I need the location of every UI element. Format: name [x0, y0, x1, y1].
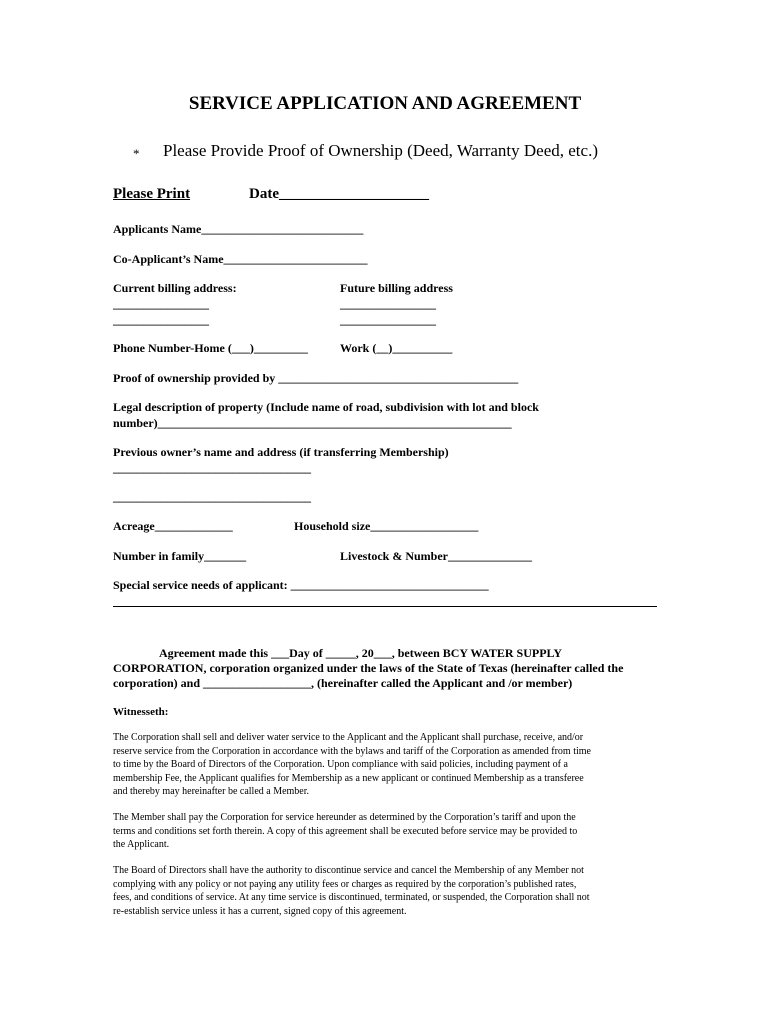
- paragraph-line: reserve service from the Corporation in accordance with the bylaws and tariff of the Corporation as amended from time: [113, 745, 591, 757]
- paragraph-line: The Corporation shall sell and deliver water service to the Applicant and the Applicant shall purchase, receive, and/or: [113, 732, 584, 743]
- co-applicant-name-field[interactable]: Co-Applicant’s Name________________________: [113, 252, 368, 266]
- paragraph-line: and thereby may hereinafter be called a Member.: [113, 786, 310, 797]
- future-billing-line-2[interactable]: ________________: [340, 313, 436, 327]
- paragraph-line: re-establish service unless it has a current, signed copy of this agreement.: [113, 905, 407, 917]
- legal-description-label: Legal description of property (Include name of road, subdivision with lot and block: [113, 400, 539, 414]
- witnesseth-heading: Witnesseth:: [113, 706, 169, 718]
- paragraph-line: fees, and conditions of service. At any time service is discontinued, terminated, or suspended, the Corporation shall not: [113, 892, 590, 903]
- household-size-field[interactable]: Household size__________________: [294, 519, 479, 533]
- future-billing-line-1[interactable]: ________________: [340, 297, 436, 311]
- paragraph-line: the Applicant.: [113, 839, 170, 850]
- livestock-field[interactable]: Livestock & Number______________: [340, 549, 532, 563]
- paragraph-line: The Board of Directors shall have the authority to discontinue service and cancel the Membership of any Member not: [113, 865, 584, 876]
- acreage-field[interactable]: Acreage_____________: [113, 519, 233, 533]
- applicant-name-field[interactable]: Applicants Name___________________________: [113, 222, 364, 236]
- paragraph-service: [113, 731, 661, 799]
- previous-owner-label: Previous owner’s name and address (if transferring Membership): [113, 445, 449, 459]
- paragraph-line: complying with any policy or not paying any utility fees or charges as required by the corporation’s published rates,: [113, 878, 577, 890]
- please-print-label: Please Print: [113, 186, 191, 202]
- paragraph-line: membership Fee, the Applicant qualifies for Membership as a new applicant or continued Membership as a transferee: [113, 772, 584, 784]
- page-title: SERVICE APPLICATION AND AGREEMENT: [188, 93, 582, 114]
- proof-ownership-field[interactable]: Proof of ownership provided by ________________________________________: [113, 371, 519, 385]
- phone-home-field[interactable]: Phone Number-Home (___)_________: [113, 341, 308, 355]
- previous-owner-line-1[interactable]: _________________________________: [113, 461, 311, 475]
- agreement-header: [113, 646, 658, 691]
- proof-instruction: Please Provide Proof of Ownership (Deed, Warranty Deed, etc.): [163, 141, 598, 160]
- current-billing-line-2[interactable]: ________________: [113, 313, 209, 327]
- paragraph-line: terms and conditions set forth therein. A copy of this agreement shall be executed before service may be provided to: [113, 825, 578, 837]
- paragraph-line: to time by the Board of Directors of the Corporation. Upon compliance with said policies, including payment of a: [113, 759, 568, 770]
- current-billing-line-1[interactable]: ________________: [113, 297, 209, 311]
- legal-description-field[interactable]: number)___________________________________________________________: [113, 416, 512, 430]
- work-phone-field[interactable]: Work (__)__________: [340, 341, 453, 355]
- number-in-family-field[interactable]: Number in family_______: [113, 549, 247, 563]
- paragraph-line: The Member shall pay the Corporation for service hereunder as determined by the Corporation’s tariff and upon the: [113, 812, 576, 823]
- paragraph-board: [113, 864, 661, 918]
- previous-owner-line-2[interactable]: _________________________________: [113, 490, 311, 504]
- date-field[interactable]: Date____________________: [249, 186, 429, 202]
- paragraph-payment: [113, 811, 661, 852]
- agreement-line-2: CORPORATION, corporation organized under the laws of the State of Texas (hereinafter called the: [113, 661, 624, 675]
- agreement-line-3: corporation) and __________________, (hereinafter called the Applicant and /or member): [113, 676, 573, 690]
- agreement-line-1: Agreement made this ___Day of _____, 20___, between BCY WATER SUPPLY: [159, 646, 563, 660]
- future-billing-label: Future billing address: [340, 281, 453, 295]
- special-needs-field[interactable]: Special service needs of applicant: _________________________________: [113, 578, 489, 592]
- bullet-symbol: *: [133, 146, 140, 161]
- divider-line: [113, 606, 657, 607]
- current-billing-label: Current billing address:: [113, 281, 237, 295]
